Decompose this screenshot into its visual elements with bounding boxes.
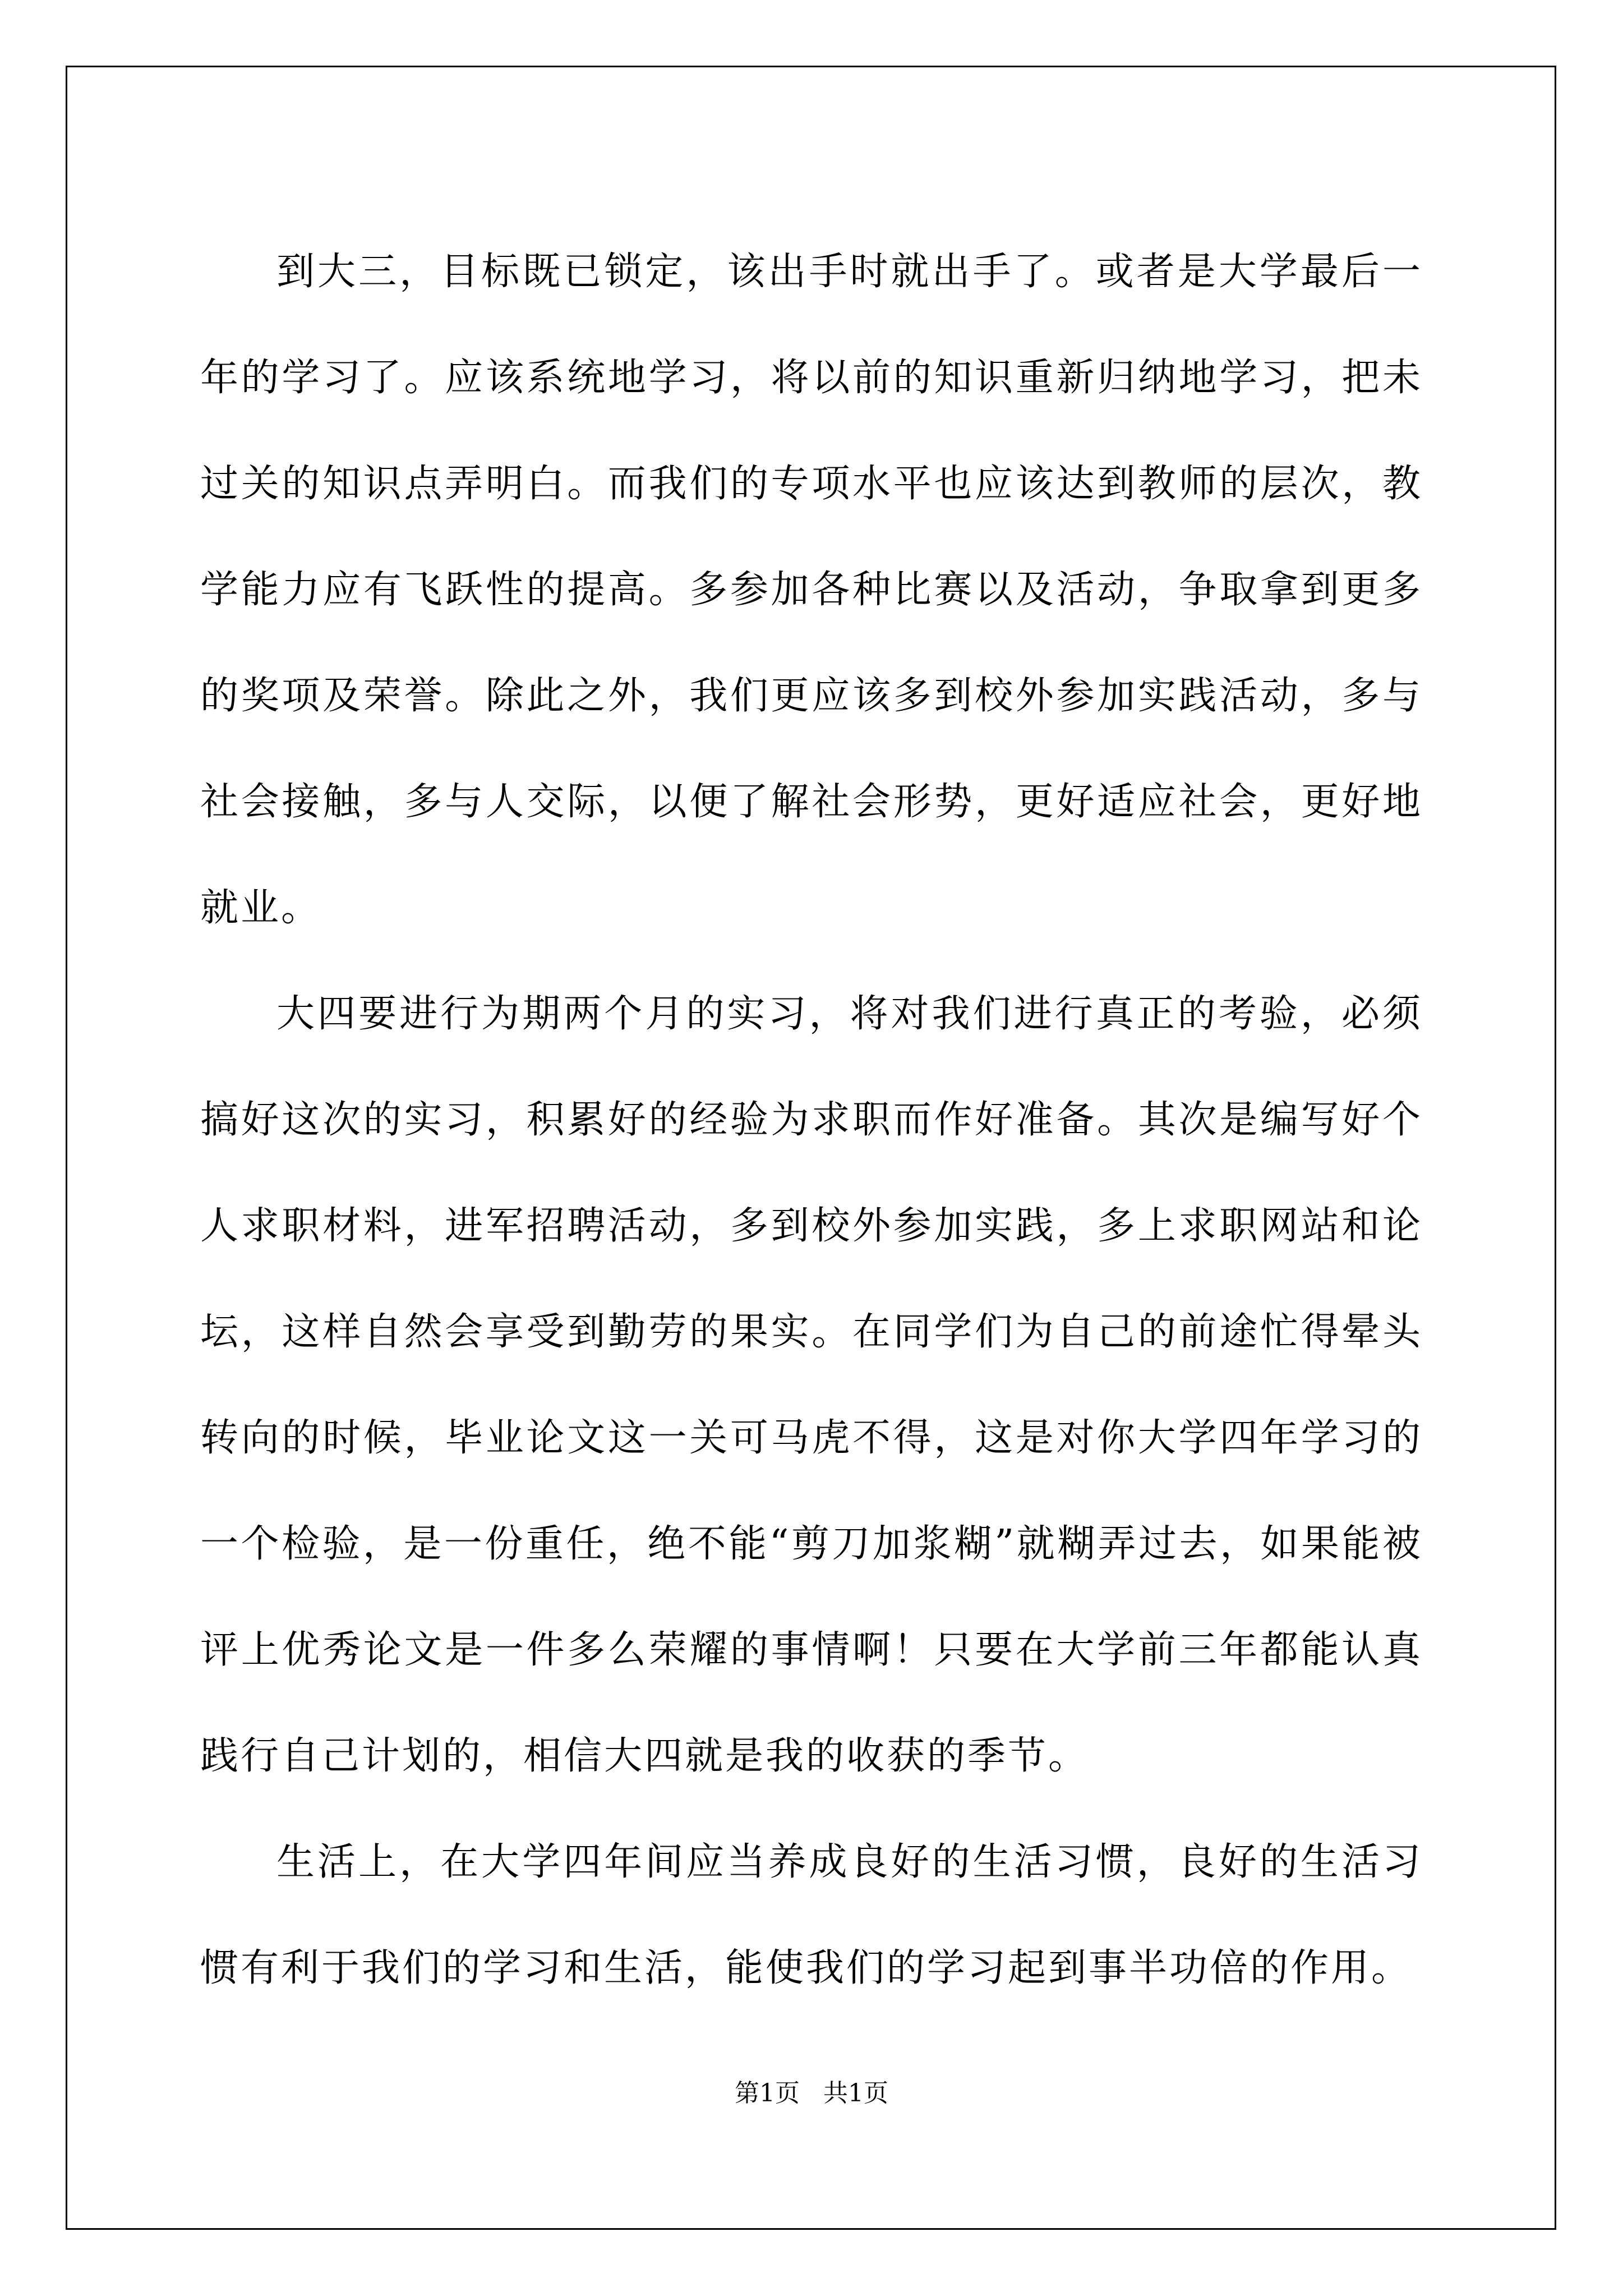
paragraph-daily-life: 生活上，在大学四年间应当养成良好的生活习惯，良好的生活习惯有利于我们的学习和生活，能使我们的学习起到事半功倍的作用。 bbox=[200, 1840, 1423, 1990]
paragraph-senior-year: 大四要进行为期两个月的实习，将对我们进行真正的考验，必须搞好这次的实习，积累好的经验为求职而作好准备。其次是编写好个人求职材料，进军招聘活动，多到校外参加实践，多上求职网站和论坛，这样自然会享受到勤劳的果实。在同学们为自己的前途忙得晕头转向的时候，毕业论文这一关可马虎不得，这是对你大学四年学习的一个检验，是一份重任，绝不能“剪刀加浆糊”就糊弄过去，如果能被评上优秀论文是一件多么荣耀的事情啊！只要在大学前三年都能认真践行自己计划的，相信大四就是我的收获的季节。 bbox=[200, 992, 1423, 1778]
paragraph-junior-year: 到大三，目标既已锁定，该出手时就出手了。或者是大学最后一年的学习了。应该系统地学习，将以前的知识重新归纳地学习，把未过关的知识点弄明白。而我们的专项水平也应该达到教师的层次，教学能力应有飞跃性的提高。多参加各种比赛以及活动，争取拿到更多的奖项及荣誉。除此之外，我们更应该多到校外参加实践活动，多与社会接触，多与人交际，以便了解社会形势，更好适应社会，更好地就业。 bbox=[200, 250, 1423, 930]
document-body bbox=[200, 219, 1423, 2021]
page-number-footer: 第1页 共1页 bbox=[735, 2079, 888, 2108]
